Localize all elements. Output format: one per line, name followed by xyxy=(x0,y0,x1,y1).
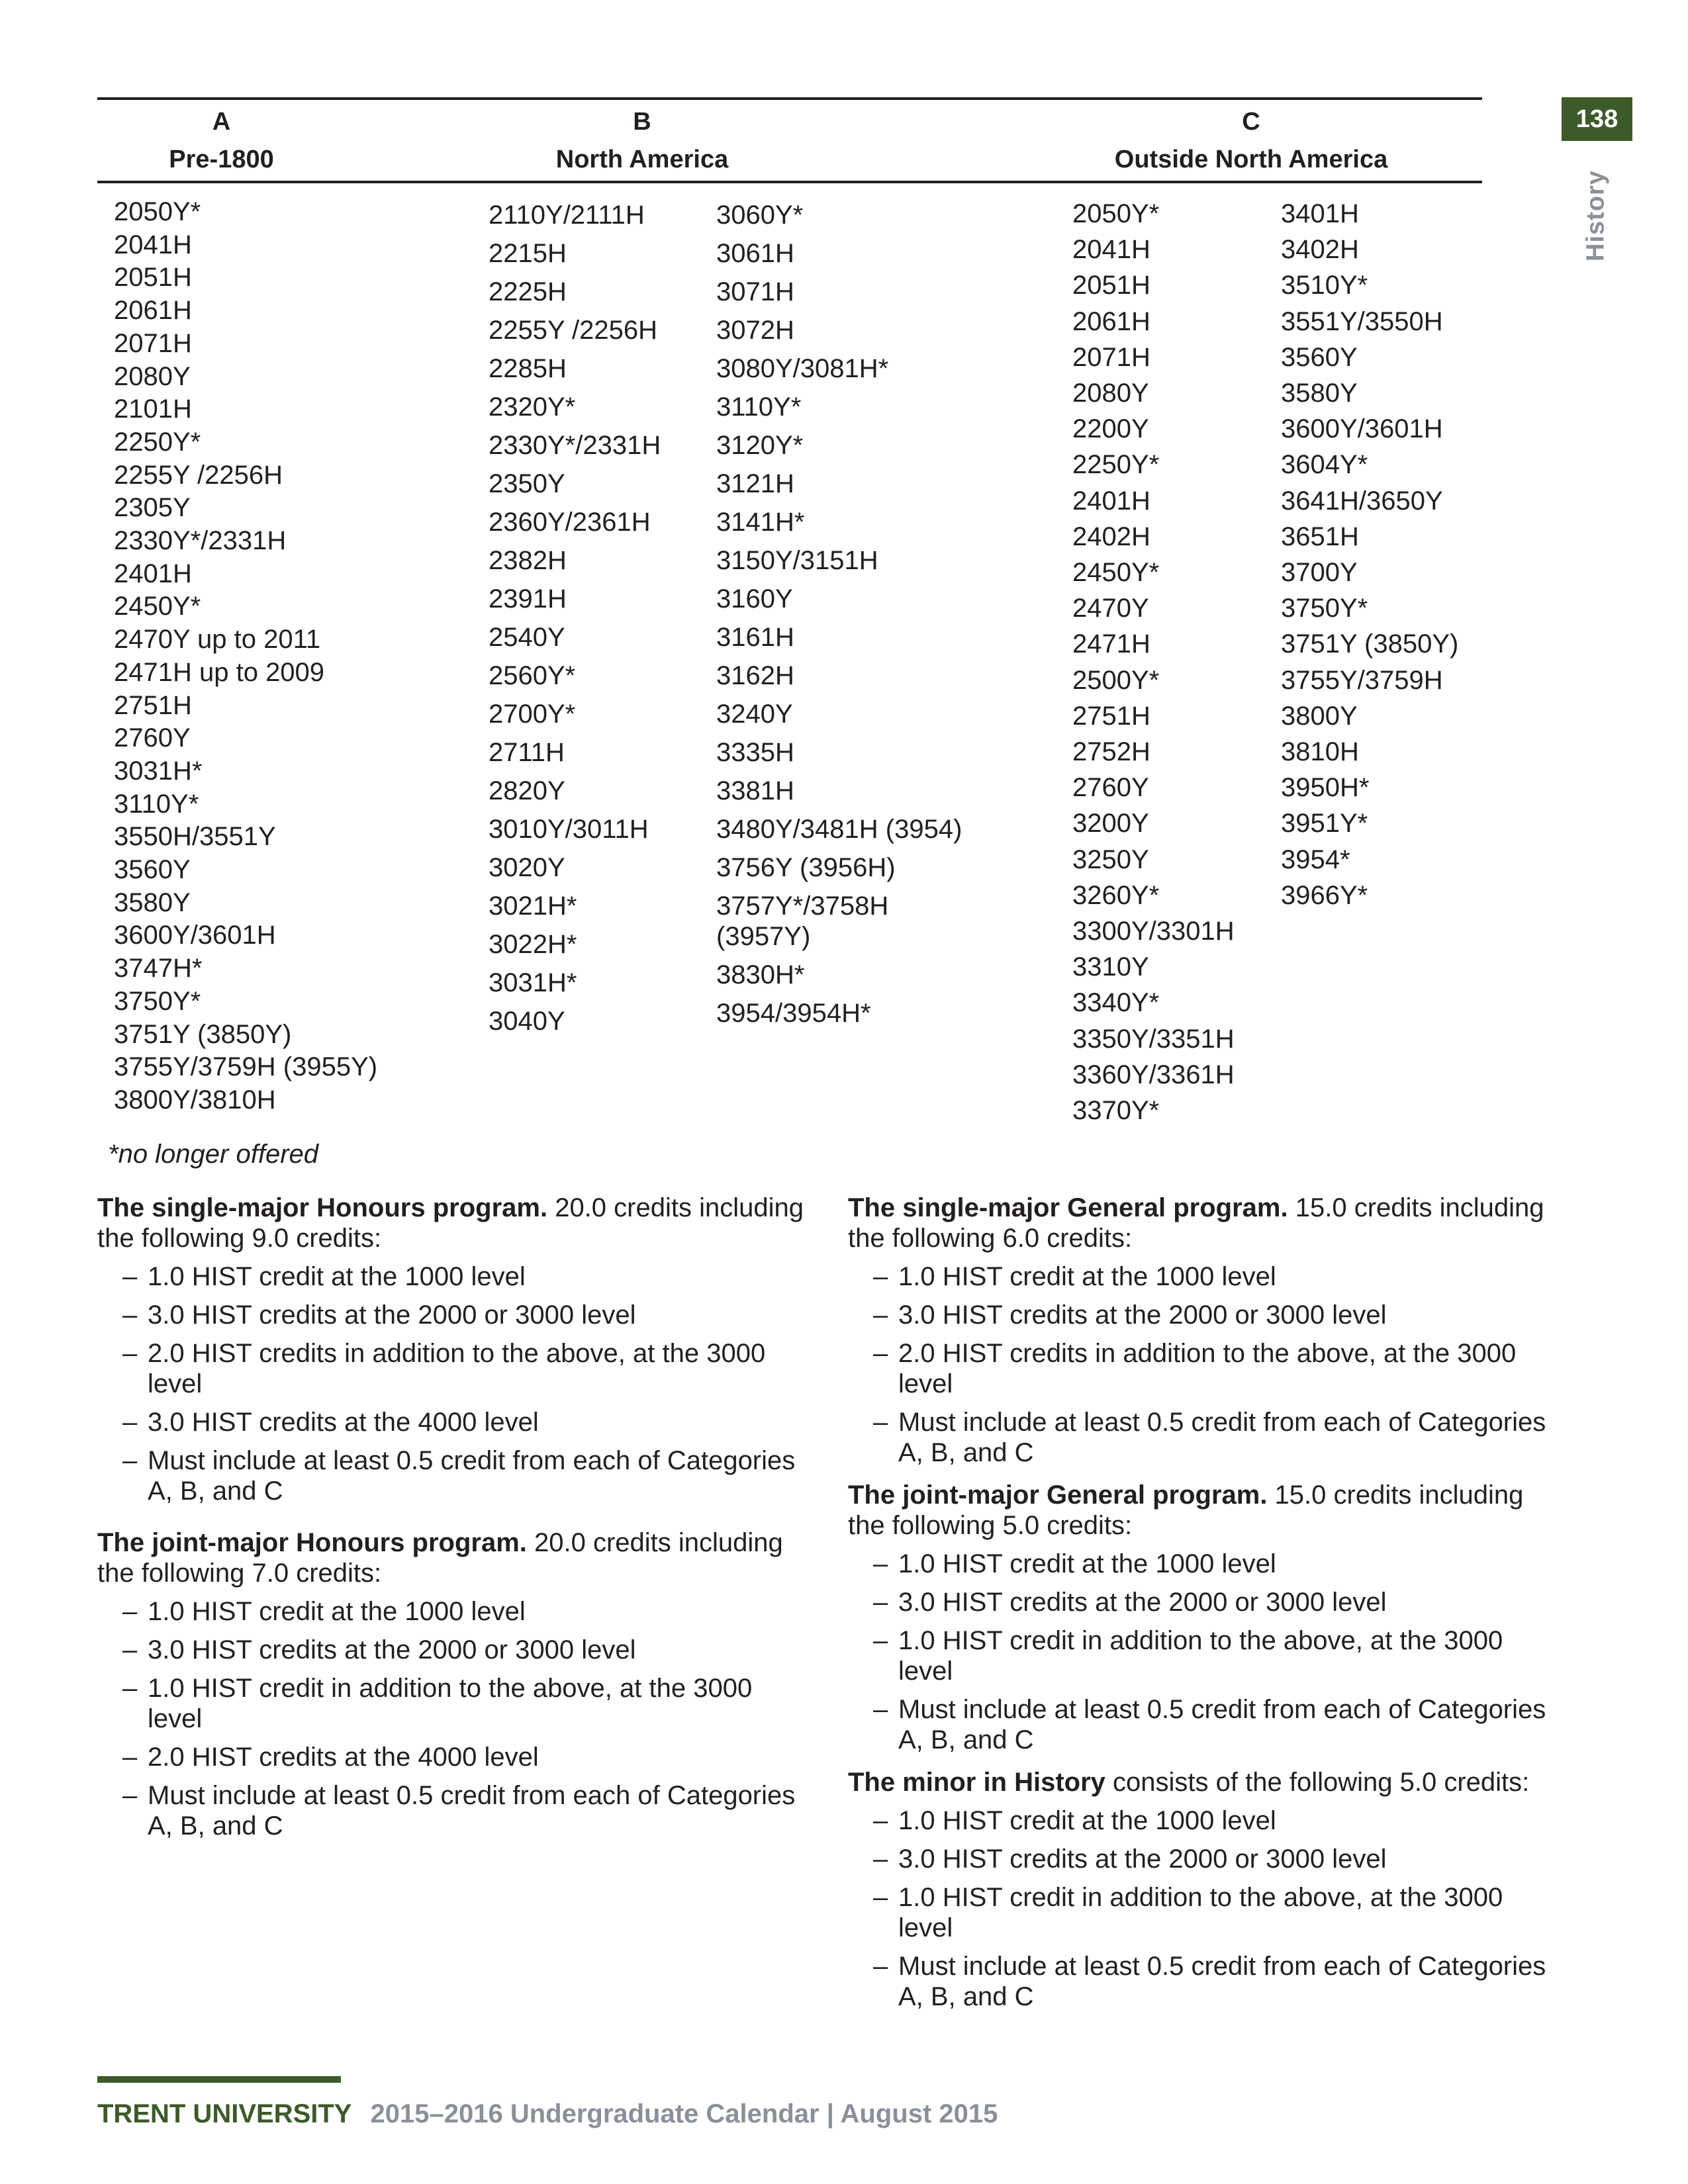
course-code: 2225H xyxy=(489,277,567,306)
requirement-item: – 1.0 HIST credit at the 1000 level xyxy=(848,1261,1563,1292)
requirement-item: – 2.0 HIST credits at the 4000 level xyxy=(97,1742,812,1772)
course-code: 2471H xyxy=(1072,629,1150,659)
course-code: 2215H xyxy=(489,239,567,268)
requirement-item: – 3.0 HIST credits at the 2000 or 3000 level xyxy=(848,1844,1563,1874)
requirement-item: – 1.0 HIST credit at the 1000 level xyxy=(848,1805,1563,1836)
course-code: 2101H xyxy=(114,394,192,424)
course-code: 3401H xyxy=(1281,199,1359,228)
course-code: 2200Y xyxy=(1072,414,1149,444)
course-code: 3141H* xyxy=(716,508,805,537)
course-code: 3110Y* xyxy=(716,392,802,422)
course-code: 3755Y/3759H xyxy=(1281,665,1443,695)
course-code: 3072H xyxy=(716,316,794,345)
program-heading xyxy=(97,1193,812,1253)
course-code: 3120Y* xyxy=(716,431,804,460)
section-tab xyxy=(1553,156,1639,269)
course-code: 3381H xyxy=(716,776,794,805)
program-heading xyxy=(848,1767,1563,1797)
requirement-item: – Must include at least 0.5 credit from each of Categories A, B, and C xyxy=(97,1445,812,1506)
course-code: 2255Y /2256H xyxy=(489,316,658,345)
program-title: The minor in History xyxy=(848,1768,1105,1797)
program-heading xyxy=(848,1193,1563,1253)
course-code: 3954* xyxy=(1281,844,1350,874)
category-b-letter: B xyxy=(633,108,651,136)
course-code: 2071H xyxy=(114,328,192,358)
category-b-course-list-1 xyxy=(489,196,707,1040)
course-code: 2470Y xyxy=(1072,594,1149,623)
course-code: 2061H xyxy=(114,296,192,326)
course-code: 3550H/3551Y xyxy=(114,822,276,852)
course-code: 2061H xyxy=(1072,306,1150,336)
course-code: 3360Y/3361H xyxy=(1072,1060,1235,1089)
course-code: 2285H xyxy=(489,354,567,383)
course-code: 3021H* xyxy=(489,891,577,921)
course-code: 3800Y xyxy=(1281,701,1358,731)
course-code: 3250Y xyxy=(1072,844,1149,874)
course-code: 2080Y xyxy=(1072,379,1149,408)
footer-accent-bar xyxy=(97,2076,341,2083)
requirement-item: – 2.0 HIST credits in addition to the above, at the 3000 level xyxy=(97,1338,812,1399)
course-code: 3080Y/3081H* xyxy=(716,354,889,383)
course-code: 2041H xyxy=(114,230,192,259)
course-code: 2391H xyxy=(489,584,567,614)
course-code: 2700Y* xyxy=(489,700,576,729)
course-code: 3121H xyxy=(716,469,794,498)
course-code: 3810H xyxy=(1281,737,1359,767)
requirement-item: – 3.0 HIST credits at the 2000 or 3000 level xyxy=(848,1587,1563,1617)
footer-university: TRENT UNIVERSITY xyxy=(97,2099,352,2128)
requirement-list xyxy=(97,1261,812,1506)
programs-right-column xyxy=(848,1193,1563,2024)
course-code: 3954/3954H* xyxy=(716,999,871,1028)
course-code: 2250Y* xyxy=(114,427,201,457)
course-code: 3580Y xyxy=(114,887,191,917)
course-code: 3560Y xyxy=(114,855,191,885)
requirement-item: – 1.0 HIST credit in addition to the above, at the 3000 level xyxy=(97,1673,812,1734)
category-b-name: North America xyxy=(555,146,729,173)
course-code: 2760Y xyxy=(1072,773,1149,803)
program-minor-history xyxy=(848,1767,1563,2012)
requirement-item: – 1.0 HIST credit at the 1000 level xyxy=(848,1549,1563,1579)
course-code: 3510Y* xyxy=(1281,271,1368,300)
course-code: 3370Y* xyxy=(1072,1096,1160,1126)
program-description: 15.0 credits including the following 6.0 credits: xyxy=(848,1193,1544,1253)
requirement-list xyxy=(97,1596,812,1841)
requirement-list xyxy=(848,1261,1563,1468)
course-code: 3031H* xyxy=(114,756,203,786)
program-description: consists of the following 5.0 credits: xyxy=(1105,1768,1530,1797)
course-code: 2560Y* xyxy=(489,661,576,690)
course-code: 3600Y/3601H xyxy=(114,921,276,950)
course-code: 3335H xyxy=(716,738,794,767)
course-code: 3200Y xyxy=(1072,809,1149,839)
course-code: 2320Y* xyxy=(489,392,576,422)
course-code: 3641H/3650Y xyxy=(1281,486,1443,516)
course-code: 3071H xyxy=(716,277,794,306)
course-code: 2330Y*/2331H xyxy=(489,431,661,460)
course-code: 3651H xyxy=(1281,522,1359,551)
course-code: 3402H xyxy=(1281,235,1359,265)
course-code: 2401H xyxy=(1072,486,1150,516)
course-code: 2470Y up to 2011 xyxy=(114,625,321,655)
course-code: 3751Y (3850Y) xyxy=(114,1019,292,1049)
category-c-course-list-1 xyxy=(1072,196,1271,1128)
course-code: 2330Y*/2331H xyxy=(114,526,287,556)
section-tab-label: History xyxy=(1581,170,1610,261)
category-b-course-list-2 xyxy=(716,196,1001,1032)
footer xyxy=(97,2099,998,2129)
table-top-rule xyxy=(97,97,1482,100)
course-code: 2360Y/2361H xyxy=(489,508,651,537)
course-code: 3350Y/3351H xyxy=(1072,1024,1235,1054)
program-joint-major-general xyxy=(848,1480,1563,1755)
requirement-item: – Must include at least 0.5 credit from each of Categories A, B, and C xyxy=(848,1694,1563,1755)
table-header-rule xyxy=(97,181,1482,183)
program-single-major-general xyxy=(848,1193,1563,1468)
requirement-list xyxy=(848,1549,1563,1755)
course-code: 2350Y xyxy=(489,469,565,498)
program-single-major-honours xyxy=(97,1193,812,1506)
course-code: 3110Y* xyxy=(114,789,199,819)
course-code: 2255Y /2256H xyxy=(114,460,283,490)
course-code: 3951Y* xyxy=(1281,809,1368,839)
course-code: 3755Y/3759H (3955Y) xyxy=(114,1052,378,1082)
course-code: 2051H xyxy=(1072,271,1150,300)
course-code: 2080Y xyxy=(114,361,191,391)
requirement-item: – 3.0 HIST credits at the 2000 or 3000 level xyxy=(97,1300,812,1330)
footnote: *no longer offered xyxy=(108,1140,319,1169)
course-code: 2751H xyxy=(114,690,192,720)
requirement-item: – 1.0 HIST credit in addition to the above, at the 3000 level xyxy=(848,1625,1563,1686)
course-code: 2071H xyxy=(1072,342,1150,372)
course-code: 3800Y/3810H xyxy=(114,1085,276,1115)
course-code: 3040Y xyxy=(489,1007,565,1036)
course-code: 2471H up to 2009 xyxy=(114,657,325,687)
category-a-course-list xyxy=(114,196,458,1117)
course-code: 2305Y xyxy=(114,493,191,523)
course-code: 3150Y/3151H xyxy=(716,546,878,575)
requirement-item: – 3.0 HIST credits at the 4000 level xyxy=(97,1407,812,1437)
course-code: 3240Y xyxy=(716,700,793,729)
category-c-course-list-2 xyxy=(1281,196,1493,913)
course-code: 2051H xyxy=(114,263,192,293)
course-code: 3010Y/3011H xyxy=(489,815,649,844)
course-code: 3756Y (3956H) xyxy=(716,853,896,882)
program-joint-major-honours xyxy=(97,1527,812,1841)
course-code: 2050Y* xyxy=(1072,199,1160,228)
course-code: 3020Y xyxy=(489,853,565,882)
program-description: 20.0 credits including the following 7.0 credits: xyxy=(97,1528,783,1588)
course-code: 2751H xyxy=(1072,701,1150,731)
course-code: 3757Y*/3758H (3957Y) xyxy=(716,891,889,951)
course-code: 3600Y/3601H xyxy=(1281,414,1443,444)
course-code: 3160Y xyxy=(716,584,793,614)
requirement-item: – Must include at least 0.5 credit from each of Categories A, B, and C xyxy=(848,1407,1563,1468)
course-code: 3031H* xyxy=(489,968,577,997)
course-code: 3830H* xyxy=(716,960,805,989)
course-code: 2041H xyxy=(1072,235,1150,265)
course-code: 2752H xyxy=(1072,737,1150,767)
course-code: 3480Y/3481H (3954) xyxy=(716,815,962,844)
program-heading xyxy=(97,1527,812,1588)
course-code: 3260Y* xyxy=(1072,880,1160,910)
requirement-item: – 3.0 HIST credits at the 2000 or 3000 level xyxy=(97,1635,812,1665)
program-title: The single-major Honours program. xyxy=(97,1193,548,1222)
course-code: 3604Y* xyxy=(1281,450,1368,480)
program-description: 15.0 credits including the following 5.0 credits: xyxy=(848,1480,1524,1540)
course-code: 2450Y* xyxy=(1072,558,1160,588)
requirement-item: – Must include at least 0.5 credit from each of Categories A, B, and C xyxy=(97,1780,812,1841)
course-code: 3022H* xyxy=(489,930,577,959)
course-code: 3750Y* xyxy=(1281,594,1368,623)
course-code: 3560Y xyxy=(1281,342,1358,372)
course-code: 3340Y* xyxy=(1072,988,1160,1018)
course-code: 3300Y/3301H xyxy=(1072,917,1235,946)
course-code: 3162H xyxy=(716,661,794,690)
course-code: 2401H xyxy=(114,559,192,588)
category-c-name: Outside North America xyxy=(1114,146,1388,173)
course-code: 2110Y/2111H xyxy=(489,201,645,230)
course-code: 3310Y xyxy=(1072,952,1149,982)
course-code: 3966Y* xyxy=(1281,880,1368,910)
requirement-item: – 1.0 HIST credit at the 1000 level xyxy=(97,1596,812,1627)
course-code: 2711H xyxy=(489,738,565,767)
course-code: 2402H xyxy=(1072,522,1150,551)
course-code: 3747H* xyxy=(114,954,203,983)
requirement-item: – 3.0 HIST credits at the 2000 or 3000 level xyxy=(848,1300,1563,1330)
program-description: 20.0 credits including the following 9.0 credits: xyxy=(97,1193,804,1253)
category-a-letter: A xyxy=(212,108,231,136)
category-a-name: Pre-1800 xyxy=(169,146,274,173)
category-c-letter: C xyxy=(1242,108,1260,136)
course-code: 3551Y/3550H xyxy=(1281,306,1443,336)
program-title: The single-major General program. xyxy=(848,1193,1288,1222)
course-code: 3751Y (3850Y) xyxy=(1281,629,1459,659)
course-code: 2450Y* xyxy=(114,592,201,621)
requirement-item: – Must include at least 0.5 credit from each of Categories A, B, and C xyxy=(848,1951,1563,2012)
course-code: 2760Y xyxy=(114,723,191,753)
program-heading xyxy=(848,1480,1563,1541)
course-code: 2820Y xyxy=(489,776,565,805)
requirement-list xyxy=(848,1805,1563,2012)
course-code: 3700Y xyxy=(1281,558,1358,588)
course-code: 3161H xyxy=(716,623,794,652)
course-code: 2500Y* xyxy=(1072,665,1160,695)
programs-left-column xyxy=(97,1193,812,1853)
requirement-item: – 1.0 HIST credit in addition to the above, at the 3000 level xyxy=(848,1882,1563,1943)
footer-calendar: 2015–2016 Undergraduate Calendar | August 2015 xyxy=(370,2099,998,2128)
course-code: 2382H xyxy=(489,546,567,575)
course-code: 3061H xyxy=(716,239,794,268)
course-code: 3060Y* xyxy=(716,201,804,230)
program-title: The joint-major General program. xyxy=(848,1480,1268,1510)
course-code: 3580Y xyxy=(1281,379,1358,408)
course-code: 3750Y* xyxy=(114,986,201,1016)
program-title: The joint-major Honours program. xyxy=(97,1528,527,1557)
requirement-item: – 2.0 HIST credits in addition to the above, at the 3000 level xyxy=(848,1338,1563,1399)
course-code: 2540Y xyxy=(489,623,565,652)
requirement-item: – 1.0 HIST credit at the 1000 level xyxy=(97,1261,812,1292)
course-code: 2050Y* xyxy=(114,197,201,226)
course-code: 2250Y* xyxy=(1072,450,1160,480)
page-number: 138 xyxy=(1562,97,1632,141)
course-code: 3950H* xyxy=(1281,773,1370,803)
